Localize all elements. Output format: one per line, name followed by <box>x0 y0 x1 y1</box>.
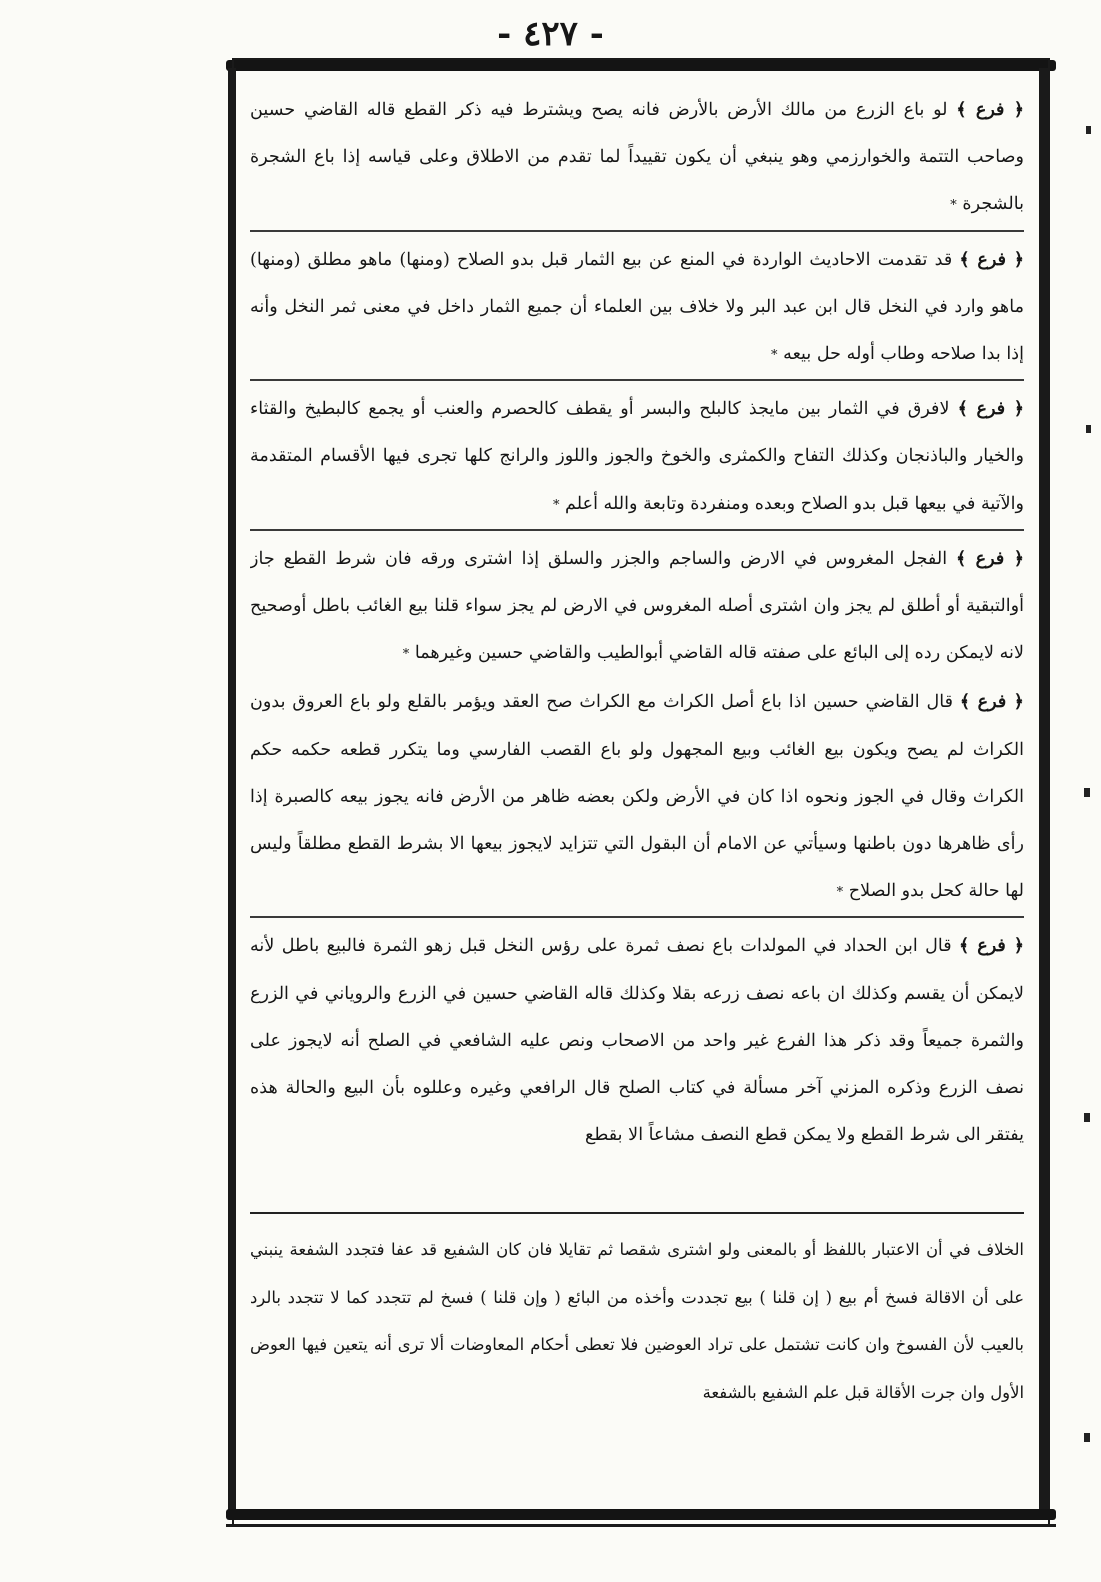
section-label: ﴿ فرع ﴾ <box>957 398 1024 420</box>
section-text: قال القاضي حسين اذا باع أصل الكراث مع الكراث صح العقد ويؤمر بالقلع ولو باع العروق بدون الكراث لم يصح ويكون بيع الغائب وبيع المجهول ولو باع القصب الفارسي وما يتكرر قطعه حكمه حكم الكراث وقال في الجوز ونحوه اذا كان في الأرض ولكن بعضه ظاهر من الأرض فانه يجوز بيعه كالصبرة إذا رأى ظاهرها دون باطنها وسيأتي عن الامام أن البقول التي تتزايد لايجوز بيعها الا بشرط القطع مطلقاً وليس لها حالة كحل بدو الصلاح <box>250 692 1024 902</box>
section-divider <box>250 230 1024 232</box>
section-text: الفجل المغروس في الارض والساجم والجزر والسلق إذا اشترى ورقه فان شرط القطع جاز أوالتبقية أو أطلق لم يجز وان اشترى أصله المغروس في الارض لم يجز سواء قلنا بيع الغائب باطل أوصحيح لانه لايمكن رده إلى البائع على صفته قاله القاضي أبوالطيب والقاضي حسين وغيرهما <box>250 548 1024 664</box>
section-end-mark: * <box>402 647 410 663</box>
main-text <box>250 86 1024 1176</box>
section-label: ﴿ فرع ﴾ <box>959 935 1024 957</box>
margin-speck <box>1086 126 1091 134</box>
section-end-mark: * <box>771 348 778 364</box>
section-6 <box>250 922 1024 1160</box>
section-4 <box>250 535 1024 679</box>
margin-speck <box>1084 788 1090 797</box>
section-text: لو باع الزرع من مالك الأرض بالأرض فانه يصح ويشترط فيه ذكر القطع قاله القاضي حسين وصاحب التتمة والخوارزمي وهو ينبغي أن يكون تقييداً لما تقدم من الاطلاق وعلى قياسه إذا باع الشجرة بالشجرة <box>250 100 1024 215</box>
section-label: ﴿ فرع ﴾ <box>955 547 1024 569</box>
section-label: ﴿ فرع ﴾ <box>959 691 1024 713</box>
section-text: قد تقدمت الاحاديث الواردة في المنع عن بيع الثمار قبل بدو الصلاح (ومنها) ماهو مطلق (ومنها) ماهو وارد في النخل قال ابن عبد البر ولا خلاف بين العلماء أن جميع الثمار داخل في معنى ثمر النخل وأنه إذا بدا صلاحه وطاب أوله حل بيعه <box>250 249 1024 365</box>
margin-speck <box>1086 425 1091 433</box>
section-divider <box>250 529 1024 531</box>
footnote-paragraph: الخلاف في أن الاعتبار باللفظ أو بالمعنى ولو اشترى شقصا ثم تقايلا فان كان الشفيع قد عفا فتجدد الشفعة ينبني على أن الاقالة فسخ أم بيع ( إن قلنا ) بيع تجددت وأخذه من البائع ( وإن قلنا ) فسخ لم تتجدد كما لا تتجدد بالرد بالعيب لأن الفسوخ وان كانت تشتمل على تراد العوضين فلا تعطى أحكام المعاوضات ألا ترى أنه يتعين فيها العوض الأول وان جرت الأقالة قبل علم الشفيع بالشفعة <box>250 1240 1024 1402</box>
section-divider <box>250 379 1024 381</box>
bottom-thin-rule <box>226 1524 1056 1527</box>
section-text: قال ابن الحداد في المولدات باع نصف ثمرة على رؤس النخل قبل زهو الثمرة فالبيع باطل لأنه لايمكن أن يقسم وكذلك ان باعه نصف زرعه بقلا وكذلك قاله القاضي حسين في الزرع والروياني في الزرع والثمرة جميعاً وقد ذكر هذا الفرع غير واحد من الاصحاب ونص عليه الشافعي في الصلح أنه لايجوز على نصف الزرع وذكره المزني آخر مسألة في كتاب الصلح قال الرافعي وغيره وعللوه بأن البيع والحالة هذه يفتقر الى شرط القطع ولا يمكن قطع النصف مشاعاً الا بقطع <box>250 936 1024 1146</box>
bottom-border-rule <box>226 1509 1056 1520</box>
section-text: لافرق في الثمار بين مايجذ كالبلح والبسر أو يقطف كالحصرم والعنب أو يجمع كالبطيخ والقثاء والخيار والباذنجان وكذلك التفاح والكمثرى والخوخ والجوز واللوز والرانج كلها تجرى فيها الأقسام المتقدمة والآتية في بيعها قبل بدو الصلاح وبعده ومنفردة وتابعة والله أعلم <box>250 399 1024 514</box>
section-1 <box>250 86 1024 230</box>
section-2 <box>250 236 1024 380</box>
section-divider <box>250 916 1024 918</box>
section-3 <box>250 385 1024 529</box>
footnote-text <box>250 1226 1024 1496</box>
section-label: ﴿ فرع ﴾ <box>956 99 1024 120</box>
page-number: - ٤٢٧ - <box>497 14 604 54</box>
section-end-mark: * <box>836 885 844 901</box>
section-5 <box>250 678 1024 916</box>
margin-speck <box>1084 1433 1090 1442</box>
section-label: ﴿ فرع ﴾ <box>959 248 1024 270</box>
section-end-mark: * <box>552 497 560 513</box>
margin-speck <box>1084 1113 1090 1122</box>
section-end-mark: * <box>950 198 957 214</box>
footnote-divider <box>250 1212 1024 1214</box>
